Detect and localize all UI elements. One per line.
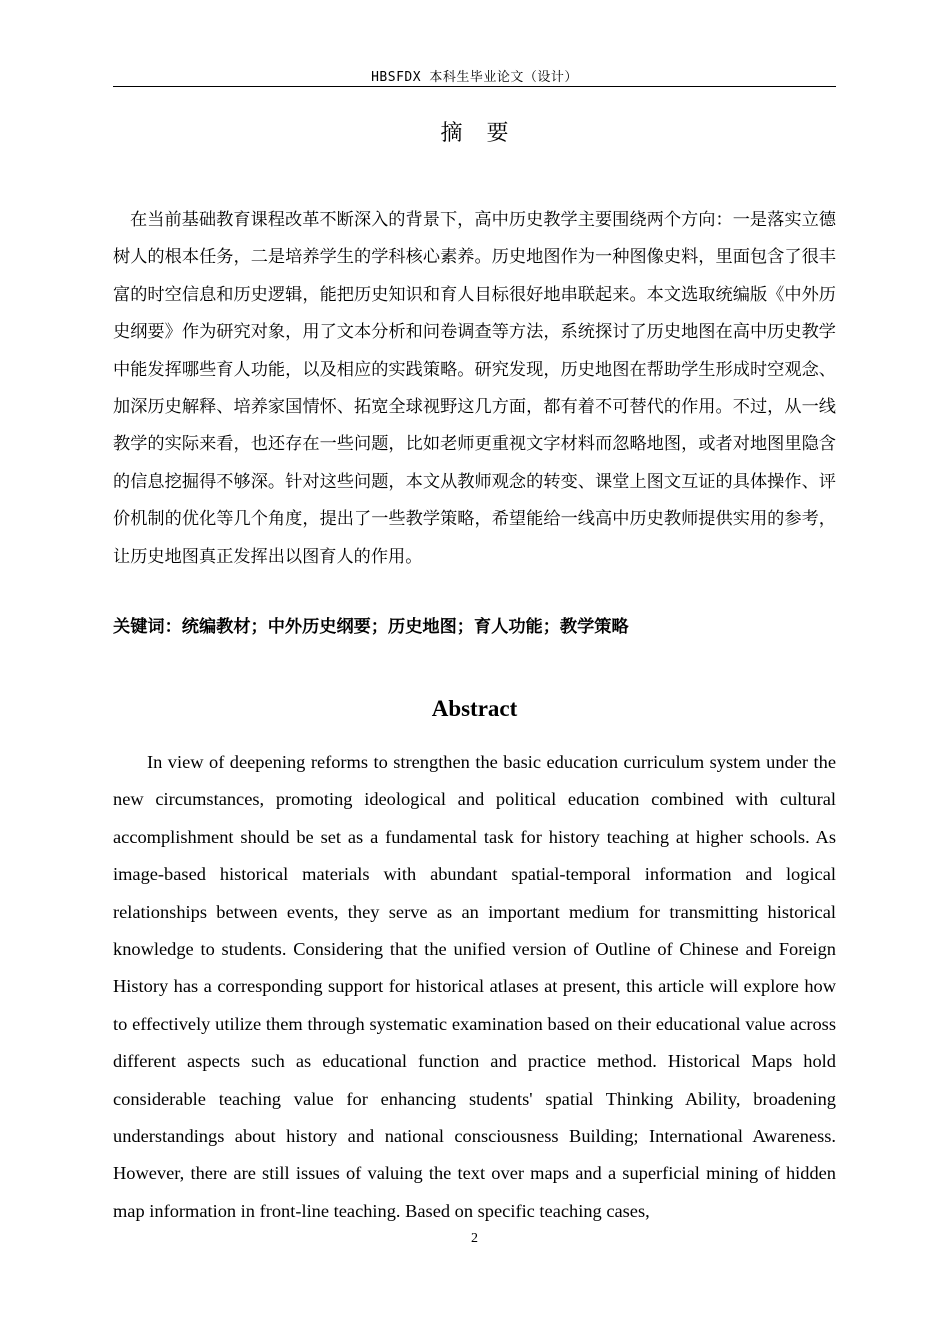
chinese-keywords: 关键词：统编教材；中外历史纲要；历史地图；育人功能；教学策略 xyxy=(113,617,629,637)
english-abstract-body: In view of deepening reforms to strengthen the basic education curriculum system under the new circumstances, promoting ideological and political education combined with cultural accomplishment should be set as a fundamental task for history teaching at higher schools. As image-based historical materials with abundant spatial-temporal information and logical relationships between events, they serve as an important medium for transmitting historical knowledge to students. Considering that the unified version of Outline of Chinese and Foreign History has a corresponding support for historical atlases at present, this article will explore how to effectively utilize them through systematic examination based on their educational value across different aspects such as educational function and practice method. Historical Maps hold considerable teaching value for enhancing students' spatial Thinking Ability, broadening understandings about history and national consciousness Building; International Awareness. However, there are still issues of valuing the text over maps and a superficial mining of hidden map information in front-line teaching. Based on specific teaching cases, xyxy=(113,752,836,1221)
page-number: 2 xyxy=(471,1231,478,1246)
chinese-abstract-title: 摘要 xyxy=(440,121,533,146)
english-abstract-title: Abstract xyxy=(431,696,518,721)
chinese-abstract-body: 在当前基础教育课程改革不断深入的背景下，高中历史教学主要围绕两个方向：一是落实立德树人的根本任务，二是培养学生的学科核心素养。历史地图作为一种图像史料，里面包含了很丰富的时空信息和历史逻辑，能把历史知识和育人目标很好地串联起来。本文选取统编版《中外历史纲要》作为研究对象，用了文本分析和问卷调查等方法，系统探讨了历史地图在高中历史教学中能发挥哪些育人功能，以及相应的实践策略。研究发现，历史地图在帮助学生形成时空观念、加深历史解释、培养家国情怀、拓宽全球视野这几方面，都有着不可替代的作用。不过，从一线教学的实际来看，也还存在一些问题，比如老师更重视文字材料而忽略地图，或者对地图里隐含的信息挖掘得不够深。针对这些问题，本文从教师观念的转变、课堂上图文互证的具体操作、评价机制的优化等几个角度，提出了一些教学策略，希望能给一线高中历史教师提供实用的参考，让历史地图真正发挥出以图育人的作用。 xyxy=(113,210,836,567)
header-rule xyxy=(113,86,836,87)
running-header: HBSFDX 本科生毕业论文（设计） xyxy=(371,70,578,85)
